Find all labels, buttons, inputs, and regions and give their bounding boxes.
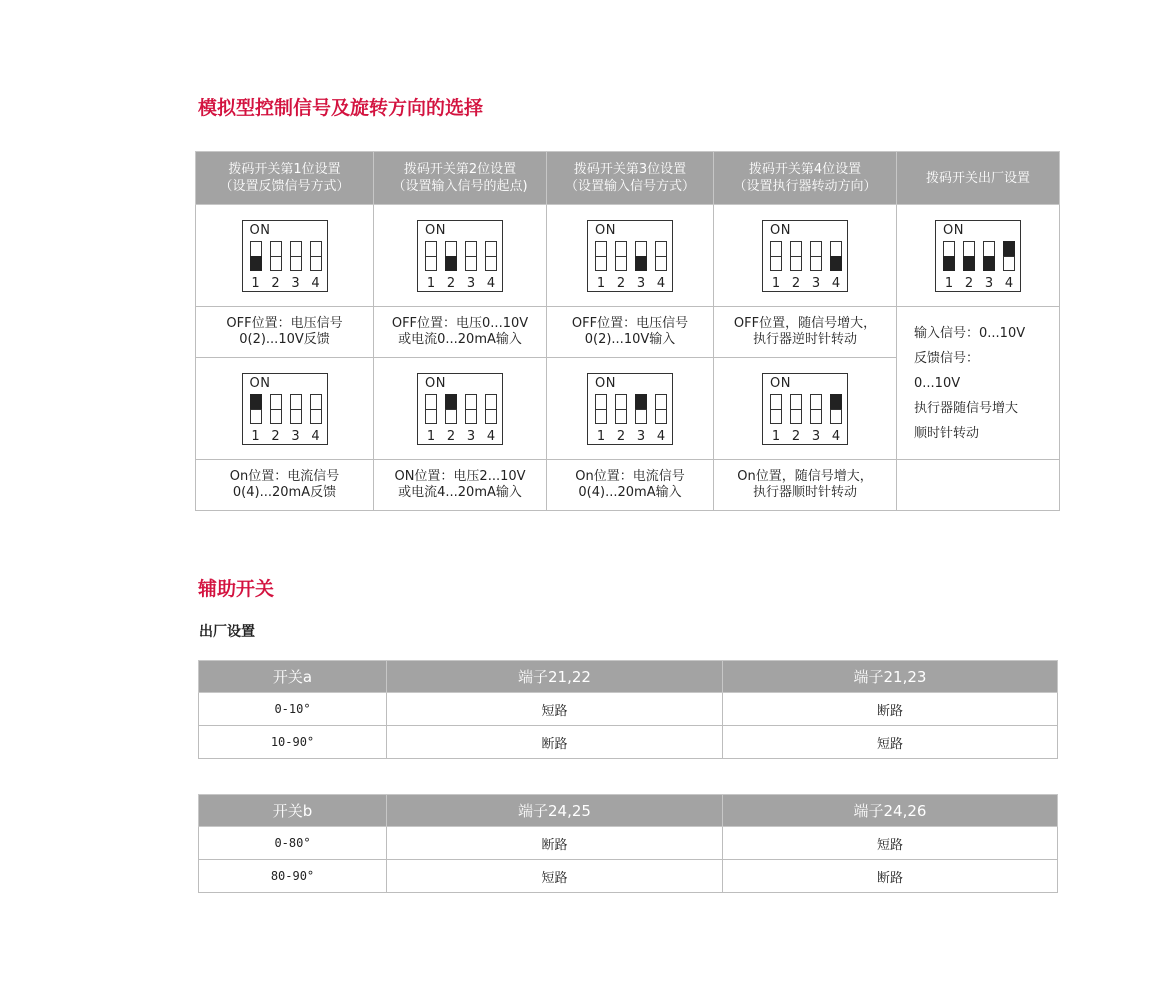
on-label-4: On位置，随信号增大， 执行器顺时针转动 [714,460,897,511]
angle-range: 0-80° [199,827,387,860]
dip-number: 3 [466,428,476,444]
dip-number: 4 [656,428,666,444]
on-label-1: On位置：电流信号 0(4)...20mA反馈 [196,460,374,511]
section-title-analog: 模拟型控制信号及旋转方向的选择 [198,97,484,119]
switch-a-table [198,660,1058,759]
dip-slot [963,241,975,271]
dip-slot [595,241,607,271]
dip-knob [1003,241,1015,256]
factory-line: 0...10V [914,375,961,391]
dip-slot [465,241,477,271]
dip-slot [615,394,627,424]
dip-slot [810,394,822,424]
dip-on-label: ON [770,222,791,238]
off-switch-cell-2 [374,205,547,307]
off-switch-cell-4 [714,205,897,307]
dip-number: 1 [771,275,781,291]
dip-on-label: ON [249,222,271,238]
on-switch-cell-3 [547,358,714,460]
dip-switch-diagram [587,220,673,292]
dip-slot [810,241,822,271]
dip-number: 2 [791,428,801,444]
dip-slot [635,394,647,424]
dip-knob [635,394,647,409]
dip-number: 2 [616,275,626,291]
off-label-1: OFF位置：电压信号 0(2)...10V反馈 [196,307,374,358]
dip-number: 1 [251,428,260,444]
dip-number: 2 [446,428,456,444]
table-row [199,827,1058,860]
header-bit-4: 拨码开关第4位设置 （设置执行器转动方向） [714,152,897,205]
dip-slot [290,241,302,271]
dip-knob [830,394,842,409]
dip-slot [425,241,437,271]
dip-number: 2 [964,275,974,291]
dip-number: 1 [426,275,436,291]
dip-number: 1 [771,428,781,444]
section-title-aux: 辅助开关 [198,578,275,600]
dip-slot [485,241,497,271]
circuit-state: 断路 [723,693,1058,726]
dip-slot [1003,241,1015,271]
dip-switch-diagram [762,220,848,292]
angle-range: 80-90° [199,860,387,893]
table-row [199,726,1058,759]
header-bit-3: 拨码开关第3位设置 （设置输入信号方式） [547,152,714,205]
dip-slot [250,241,262,271]
dip-knob [635,256,647,271]
dip-on-label: ON [425,222,446,238]
angle-range: 0-10° [199,693,387,726]
dip-switch-diagram [935,220,1021,292]
dip-slot [615,241,627,271]
dip-number: 4 [311,275,320,291]
dip-switch-table [195,151,1060,511]
off-switch-row [196,205,1060,307]
dip-knob [963,256,975,271]
dip-on-label: ON [595,222,616,238]
terminal-header: 端子21,23 [723,661,1058,693]
on-switch-cell-1 [196,358,374,460]
dip-number: 3 [984,275,994,291]
dip-slot [770,394,782,424]
dip-number: 3 [291,428,300,444]
dip-number: 2 [616,428,626,444]
circuit-state: 断路 [387,827,723,860]
off-switch-cell-1 [196,205,374,307]
dip-number: 3 [466,275,476,291]
angle-range: 10-90° [199,726,387,759]
on-label-2: ON位置：电压2...10V 或电流4...20mA输入 [374,460,547,511]
dip-table-header-row [196,152,1060,205]
dip-slot [655,394,667,424]
dip-slot [830,394,842,424]
circuit-state: 短路 [723,726,1058,759]
off-switch-cell-3 [547,205,714,307]
dip-number: 1 [596,428,606,444]
dip-switch-diagram [242,220,328,292]
dip-number: 3 [811,428,821,444]
off-label-2: OFF位置：电压0...10V 或电流0...20mA输入 [374,307,547,358]
table-row [199,693,1058,726]
circuit-state: 断路 [723,860,1058,893]
dip-slot [485,394,497,424]
terminal-header: 端子24,25 [387,795,723,827]
dip-number: 2 [271,275,280,291]
switch-b-table [198,794,1058,893]
circuit-state: 短路 [387,693,723,726]
dip-on-label: ON [943,222,964,238]
off-label-3: OFF位置：电压信号 0(2)...10V输入 [547,307,714,358]
dip-slot [270,394,282,424]
dip-number: 1 [251,275,260,291]
dip-slot [790,241,802,271]
dip-on-label: ON [770,375,791,391]
dip-number: 4 [486,275,496,291]
circuit-state: 短路 [387,860,723,893]
dip-slot [655,241,667,271]
dip-number: 3 [636,428,646,444]
header-bit-1: 拨码开关第1位设置 （设置反馈信号方式） [196,152,374,205]
dip-number: 4 [656,275,666,291]
dip-slot [310,394,322,424]
factory-switch-cell [897,205,1060,307]
dip-slot [465,394,477,424]
factory-line: 执行器随信号增大 [914,400,1019,416]
dip-number: 4 [1004,275,1014,291]
empty-cell [897,460,1060,511]
dip-number: 4 [831,428,841,444]
dip-slot [790,394,802,424]
factory-line: 输入信号：0...10V [914,325,1026,341]
factory-line: 反馈信号： [914,350,980,366]
dip-knob [250,394,262,409]
dip-number: 2 [791,275,801,291]
dip-slot [425,394,437,424]
dip-slot [310,241,322,271]
dip-number: 3 [636,275,646,291]
switch-a-header-row [199,661,1058,693]
dip-knob [445,256,457,271]
on-switch-cell-2 [374,358,547,460]
dip-slot [635,241,647,271]
on-label-row [196,460,1060,511]
dip-slot [445,394,457,424]
dip-number: 1 [944,275,954,291]
off-label-row [196,307,1060,358]
header-bit-2: 拨码开关第2位设置 （设置输入信号的起点) [374,152,547,205]
factory-line: 顺时针转动 [914,425,980,441]
dip-slot [270,241,282,271]
dip-slot [250,394,262,424]
switch-b-header-row [199,795,1058,827]
dip-slot [290,394,302,424]
dip-slot [943,241,955,271]
table-row [199,860,1058,893]
dip-switch-diagram [417,220,503,292]
switch-b-header: 开关b [199,795,387,827]
dip-number: 2 [446,275,456,291]
dip-slot [770,241,782,271]
off-label-4: OFF位置，随信号增大， 执行器逆时针转动 [714,307,897,358]
dip-knob [943,256,955,271]
dip-knob [250,256,262,271]
dip-switch-diagram [417,373,503,445]
dip-number: 2 [271,428,280,444]
dip-knob [830,256,842,271]
dip-on-label: ON [425,375,446,391]
dip-number: 4 [311,428,320,444]
dip-number: 3 [811,275,821,291]
dip-switch-diagram [762,373,848,445]
dip-switch-diagram [242,373,328,445]
section-subtitle: 出厂设置 [199,624,255,640]
dip-knob [983,256,995,271]
on-switch-cell-4 [714,358,897,460]
dip-slot [595,394,607,424]
dip-on-label: ON [595,375,616,391]
dip-knob [445,394,457,409]
header-factory: 拨码开关出厂设置 [897,152,1060,205]
dip-slot [830,241,842,271]
switch-a-header: 开关a [199,661,387,693]
dip-number: 4 [831,275,841,291]
dip-switch-diagram [587,373,673,445]
factory-description [897,307,1060,460]
dip-number: 4 [486,428,496,444]
dip-slot [983,241,995,271]
circuit-state: 短路 [723,827,1058,860]
dip-on-label: ON [249,375,271,391]
dip-number: 3 [291,275,300,291]
dip-slot [445,241,457,271]
dip-number: 1 [596,275,606,291]
dip-number: 1 [426,428,436,444]
circuit-state: 断路 [387,726,723,759]
terminal-header: 端子21,22 [387,661,723,693]
terminal-header: 端子24,26 [723,795,1058,827]
on-label-3: On位置：电流信号 0(4)...20mA输入 [547,460,714,511]
